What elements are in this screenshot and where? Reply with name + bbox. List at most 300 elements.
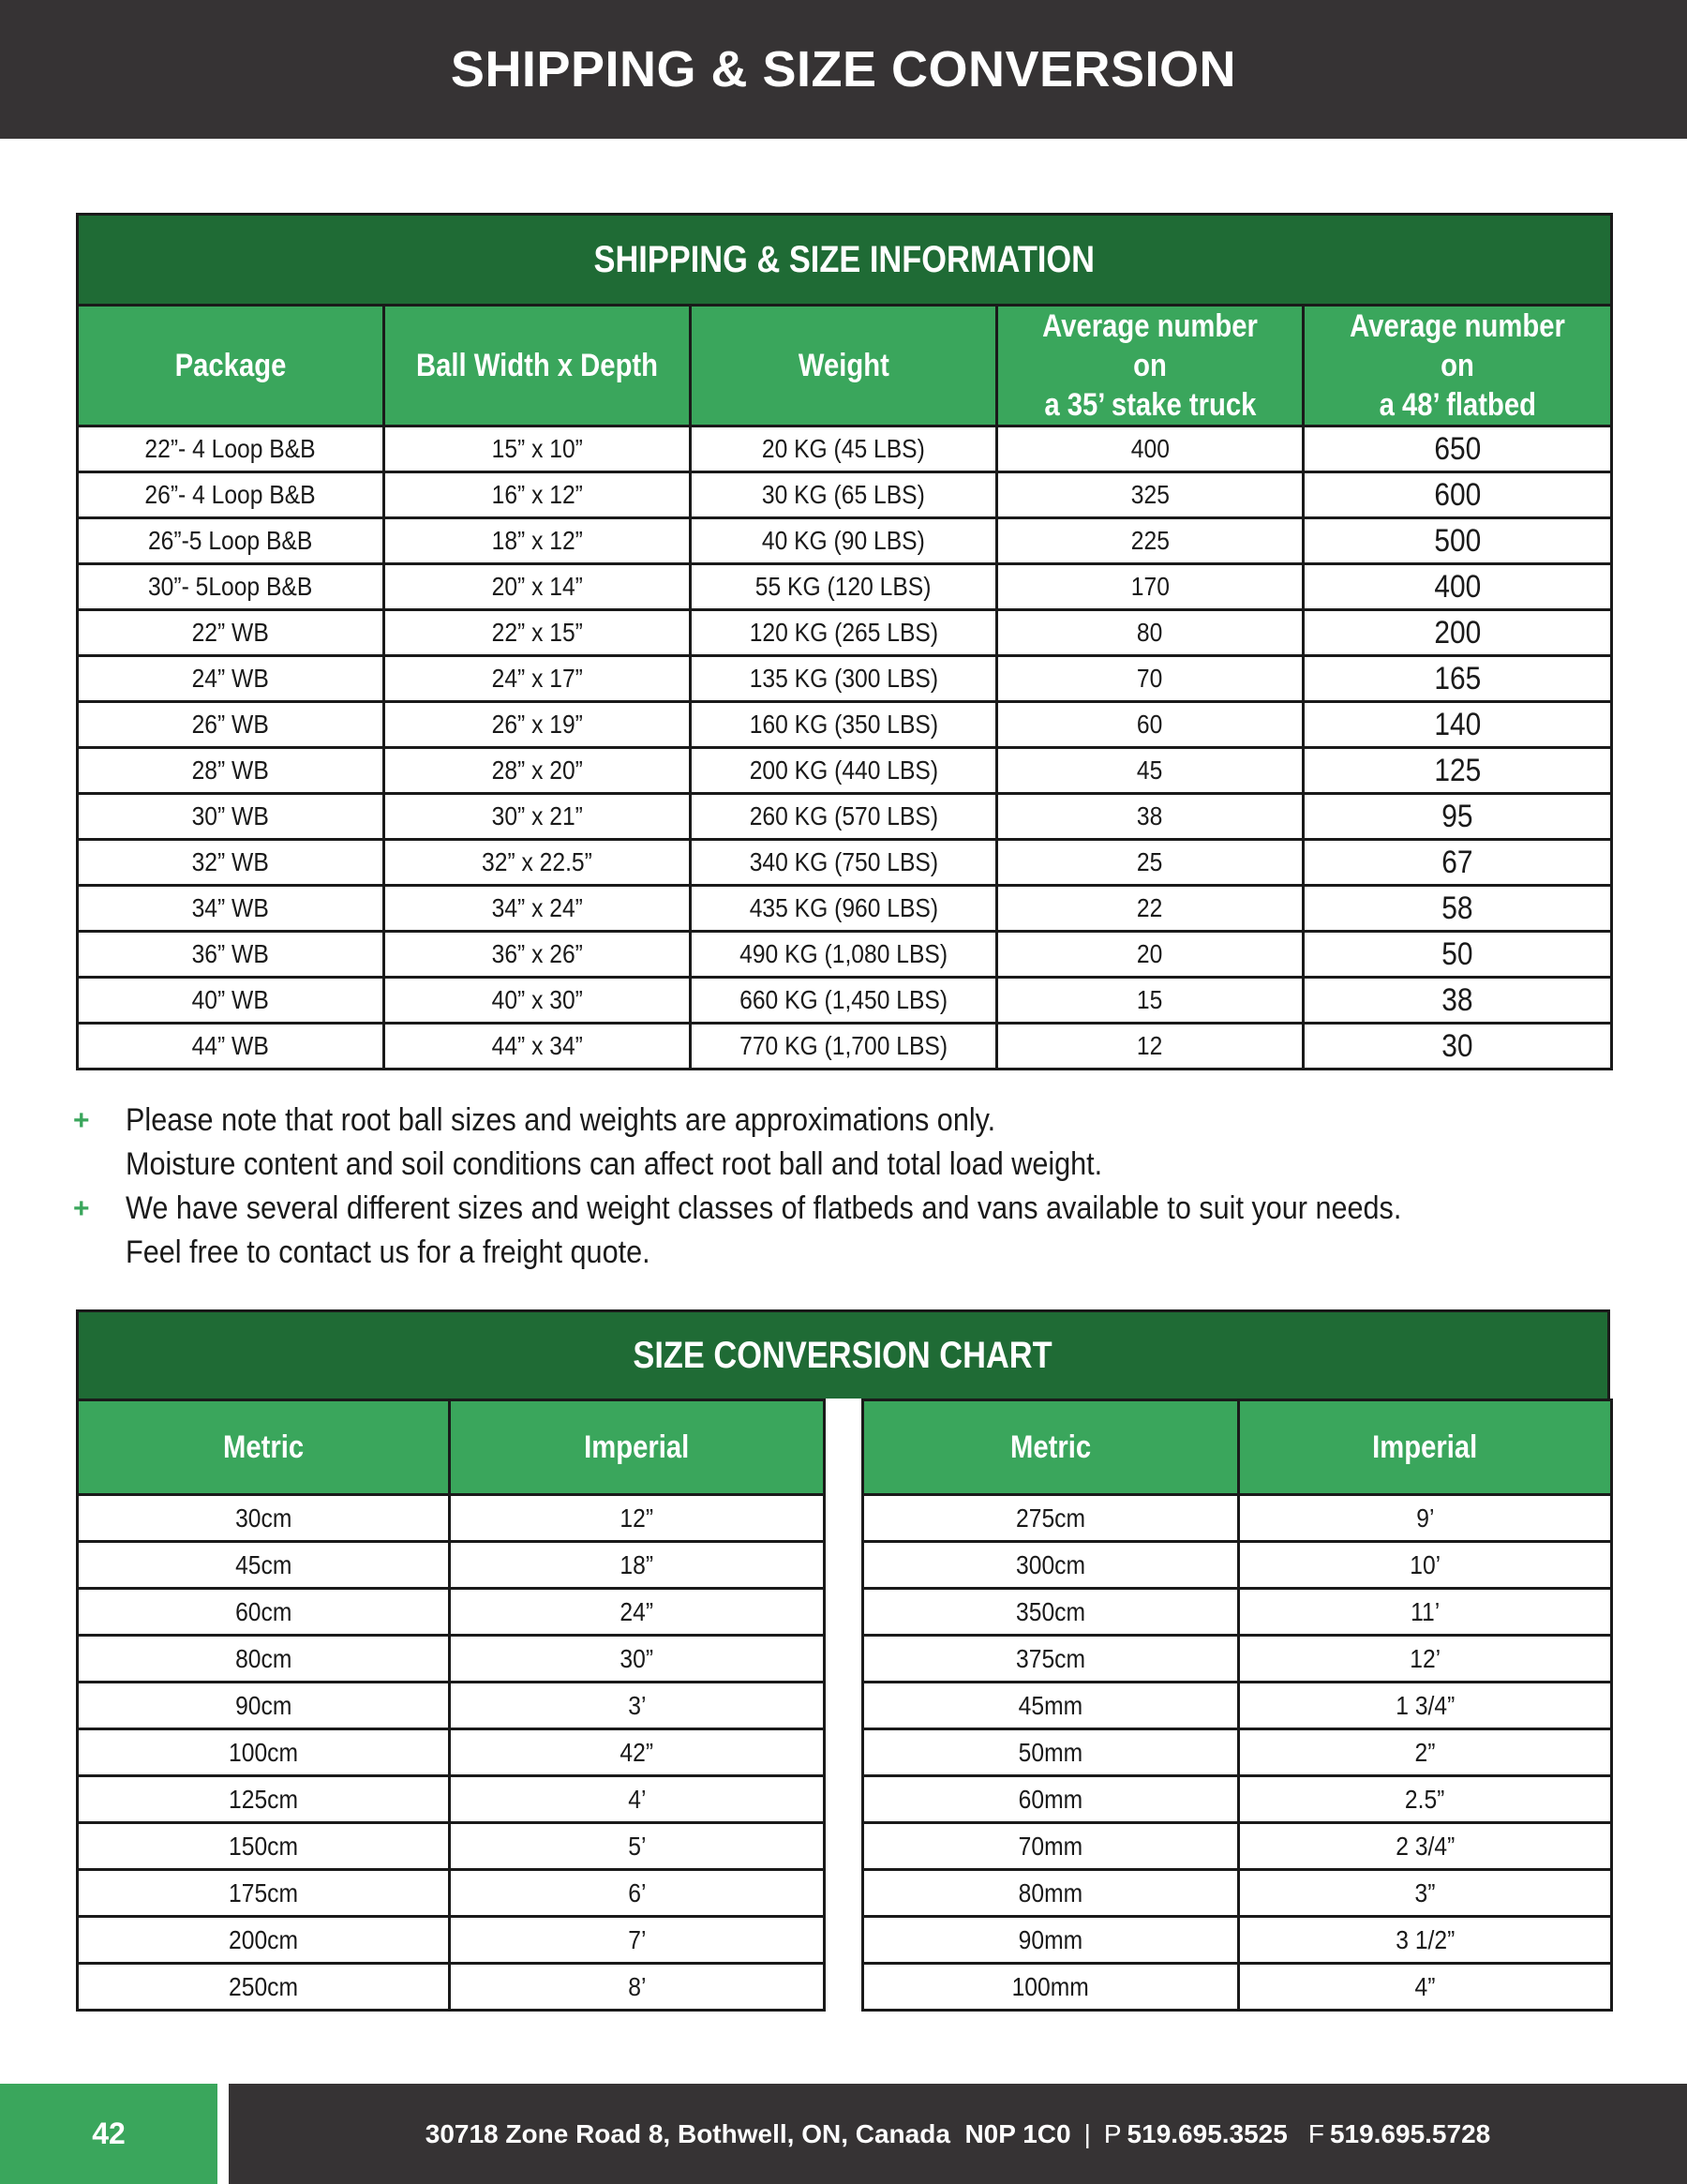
cell-ball-size	[384, 472, 691, 518]
cell-metric	[863, 1542, 1239, 1589]
cell-text: 140	[1434, 706, 1481, 742]
cell-imperial	[450, 1917, 825, 1964]
cell-text: 125	[1434, 752, 1481, 788]
cell-package	[78, 794, 384, 840]
cell-text: 40 KG (90 LBS)	[762, 526, 925, 555]
cell-text: 26”- 4 Loop B&B	[144, 480, 317, 509]
cell-ball-size	[384, 886, 691, 932]
cell-text: 400	[1130, 434, 1170, 463]
cell-weight	[691, 564, 997, 610]
cell-text: 24” x 17”	[491, 664, 583, 693]
note-line: Moisture content and soil conditions can affect root ball and total load weight.	[126, 1146, 1103, 1182]
page-number-box	[0, 2084, 217, 2184]
page-title: SHIPPING & SIZE CONVERSION	[450, 41, 1237, 97]
table-row	[78, 1964, 825, 2011]
column-header-text: Imperial	[1372, 1429, 1478, 1465]
cell-ball-size	[384, 1024, 691, 1070]
cell-imperial	[1239, 1589, 1612, 1636]
cell-text: 400	[1434, 568, 1481, 605]
table-row	[863, 1636, 1612, 1683]
phone-label: P	[1103, 2118, 1122, 2148]
cell-flatbed-count	[1304, 518, 1612, 564]
column-header-text: Average number on	[1350, 308, 1565, 383]
cell-ball-size	[384, 748, 691, 794]
cell-flatbed-count	[1304, 840, 1612, 886]
cell-text: 15	[1137, 985, 1163, 1014]
cell-text: 10’	[1410, 1549, 1441, 1579]
cell-metric	[78, 1683, 450, 1729]
table-row	[863, 1495, 1612, 1542]
cell-weight	[691, 794, 997, 840]
cell-text: 40” WB	[191, 985, 270, 1014]
cell-stake-truck-count	[997, 840, 1304, 886]
cell-text: 80	[1137, 618, 1163, 647]
cell-metric	[863, 1917, 1239, 1964]
cell-text: 6’	[627, 1877, 647, 1907]
cell-text: 250cm	[229, 1971, 298, 2001]
cell-text: 165	[1434, 660, 1481, 696]
cell-text: 38	[1441, 981, 1473, 1018]
cell-text: 150cm	[229, 1831, 298, 1861]
shipping-notes	[73, 1099, 1629, 1275]
column-header-text: Ball Width x Depth	[415, 348, 659, 383]
cell-flatbed-count	[1304, 426, 1612, 472]
cell-weight	[691, 1024, 997, 1070]
table-row	[78, 1729, 825, 1776]
cell-text: 32” WB	[191, 847, 270, 876]
cell-text: 120 KG (265 LBS)	[749, 618, 938, 647]
cell-metric	[78, 1495, 450, 1542]
table-row	[78, 1542, 825, 1589]
cell-metric	[78, 1776, 450, 1823]
cell-flatbed-count	[1304, 1024, 1612, 1070]
cell-text: 70	[1137, 664, 1163, 693]
cell-weight	[691, 702, 997, 748]
shipping-header-row	[78, 306, 1612, 426]
cell-metric	[863, 1636, 1239, 1683]
cell-metric	[863, 1823, 1239, 1870]
cell-text: 44” WB	[191, 1031, 270, 1060]
table-row	[78, 1683, 825, 1729]
cell-text: 80cm	[234, 1643, 292, 1673]
cell-text: 24” WB	[191, 664, 270, 693]
conversion-left-header-row	[78, 1400, 825, 1495]
cell-text: 200cm	[229, 1924, 298, 1954]
cell-package	[78, 932, 384, 978]
cell-metric	[78, 1589, 450, 1636]
cell-text: 45	[1137, 755, 1163, 785]
cell-imperial	[1239, 1776, 1612, 1823]
cell-text: 30cm	[234, 1503, 292, 1533]
cell-text: 200	[1434, 614, 1481, 651]
cell-metric	[78, 1964, 450, 2011]
cell-text: 350cm	[1016, 1596, 1085, 1626]
cell-flatbed-count	[1304, 794, 1612, 840]
table-row	[78, 886, 1612, 932]
cell-ball-size	[384, 610, 691, 656]
cell-text: 1 3/4”	[1395, 1690, 1456, 1720]
cell-imperial	[450, 1729, 825, 1776]
column-header-metric	[78, 1400, 450, 1495]
note-item	[73, 1187, 1629, 1275]
cell-ball-size	[384, 978, 691, 1024]
cell-text: 60	[1137, 710, 1163, 739]
cell-ball-size	[384, 794, 691, 840]
table-row	[78, 1589, 825, 1636]
column-header-imperial	[1239, 1400, 1612, 1495]
cell-imperial	[450, 1870, 825, 1917]
cell-text: 90cm	[234, 1690, 292, 1720]
cell-metric	[78, 1542, 450, 1589]
conversion-right-body	[863, 1495, 1612, 2011]
column-header-text: Imperial	[584, 1429, 690, 1465]
table-row	[78, 1024, 1612, 1070]
cell-text: 30	[1441, 1027, 1473, 1064]
column-header-text: a 35’ stake truck	[1044, 387, 1256, 423]
cell-weight	[691, 426, 997, 472]
cell-text: 260 KG (570 LBS)	[749, 801, 938, 830]
cell-stake-truck-count	[997, 794, 1304, 840]
cell-imperial	[1239, 1729, 1612, 1776]
table-row	[78, 794, 1612, 840]
cell-package	[78, 564, 384, 610]
cell-weight	[691, 610, 997, 656]
column-header-text: Package	[174, 348, 287, 383]
cell-text: 435 KG (960 LBS)	[749, 893, 938, 922]
cell-weight	[691, 748, 997, 794]
cell-text: 50mm	[1018, 1737, 1083, 1767]
cell-imperial	[450, 1683, 825, 1729]
cell-stake-truck-count	[997, 702, 1304, 748]
cell-text: 4’	[627, 1784, 647, 1814]
cell-text: 42”	[620, 1737, 654, 1767]
cell-imperial	[1239, 1964, 1612, 2011]
cell-text: 300cm	[1016, 1549, 1085, 1579]
table-row	[78, 518, 1612, 564]
cell-text: 58	[1441, 890, 1473, 926]
table-row	[78, 1636, 825, 1683]
cell-package	[78, 702, 384, 748]
cell-ball-size	[384, 426, 691, 472]
cell-text: 225	[1130, 526, 1170, 555]
cell-text: 95	[1441, 798, 1473, 834]
cell-text: 660 KG (1,450 LBS)	[739, 985, 948, 1014]
cell-stake-truck-count	[997, 564, 1304, 610]
cell-text: 340 KG (750 LBS)	[749, 847, 938, 876]
cell-text: 36” WB	[191, 939, 270, 968]
footer-contact-bar	[229, 2084, 1687, 2184]
shipping-table-title: SHIPPING & SIZE INFORMATION	[78, 215, 1612, 306]
cell-weight	[691, 886, 997, 932]
cell-text: 22” WB	[191, 618, 270, 647]
page-number: 42	[92, 2117, 126, 2150]
cell-text: 170	[1130, 572, 1170, 601]
cell-metric	[78, 1870, 450, 1917]
cell-stake-truck-count	[997, 932, 1304, 978]
cell-text: 12”	[620, 1503, 654, 1533]
plus-bullet-icon: +	[73, 1105, 90, 1136]
cell-imperial	[450, 1776, 825, 1823]
cell-text: 90mm	[1018, 1924, 1083, 1954]
cell-text: 55 KG (120 LBS)	[755, 572, 932, 601]
cell-stake-truck-count	[997, 518, 1304, 564]
column-header-metric	[863, 1400, 1239, 1495]
cell-flatbed-count	[1304, 748, 1612, 794]
cell-text: 770 KG (1,700 LBS)	[739, 1031, 948, 1060]
cell-imperial	[1239, 1917, 1612, 1964]
cell-text: 26” x 19”	[491, 710, 583, 739]
cell-text: 28” x 20”	[491, 755, 583, 785]
cell-package	[78, 472, 384, 518]
cell-text: 34” x 24”	[491, 893, 583, 922]
cell-metric	[78, 1636, 450, 1683]
cell-ball-size	[384, 932, 691, 978]
cell-metric	[863, 1495, 1239, 1542]
cell-text: 18” x 12”	[491, 526, 583, 555]
cell-text: 60cm	[234, 1596, 292, 1626]
table-row	[78, 1870, 825, 1917]
conversion-table-left	[76, 1399, 826, 2012]
cell-text: 16” x 12”	[491, 480, 583, 509]
cell-ball-size	[384, 702, 691, 748]
cell-stake-truck-count	[997, 610, 1304, 656]
cell-ball-size	[384, 656, 691, 702]
table-row	[78, 564, 1612, 610]
cell-weight	[691, 978, 997, 1024]
note-line: We have several different sizes and weight classes of flatbeds and vans available to suit your needs.	[126, 1190, 1402, 1226]
cell-flatbed-count	[1304, 978, 1612, 1024]
table-row	[78, 702, 1612, 748]
cell-flatbed-count	[1304, 610, 1612, 656]
cell-text: 20” x 14”	[491, 572, 583, 601]
cell-imperial	[1239, 1636, 1612, 1683]
cell-text: 4”	[1414, 1971, 1436, 2001]
cell-text: 325	[1130, 480, 1170, 509]
table-row	[78, 610, 1612, 656]
cell-metric	[863, 1964, 1239, 2011]
cell-text: 26” WB	[191, 710, 270, 739]
cell-package	[78, 656, 384, 702]
shipping-table-body	[78, 426, 1612, 1070]
cell-package	[78, 840, 384, 886]
cell-text: 175cm	[229, 1877, 298, 1907]
cell-text: 18”	[620, 1549, 654, 1579]
cell-imperial	[450, 1636, 825, 1683]
cell-text: 2 3/4”	[1395, 1831, 1456, 1861]
cell-package	[78, 610, 384, 656]
cell-stake-truck-count	[997, 1024, 1304, 1070]
table-row	[78, 1823, 825, 1870]
cell-metric	[78, 1729, 450, 1776]
conversion-left-body	[78, 1495, 825, 2011]
cell-text: 60mm	[1018, 1784, 1083, 1814]
cell-text: 490 KG (1,080 LBS)	[739, 939, 948, 968]
cell-text: 600	[1434, 476, 1481, 513]
cell-flatbed-count	[1304, 472, 1612, 518]
cell-text: 200 KG (440 LBS)	[749, 755, 938, 785]
table-row	[863, 1729, 1612, 1776]
cell-ball-size	[384, 840, 691, 886]
cell-text: 5’	[627, 1831, 647, 1861]
table-row	[863, 1542, 1612, 1589]
cell-text: 25	[1137, 847, 1163, 876]
table-row	[863, 1870, 1612, 1917]
cell-stake-truck-count	[997, 886, 1304, 932]
cell-imperial	[450, 1589, 825, 1636]
cell-text: 20 KG (45 LBS)	[762, 434, 925, 463]
cell-text: 3”	[1414, 1877, 1436, 1907]
table-row	[863, 1964, 1612, 2011]
note-line: Please note that root ball sizes and weights are approximations only.	[126, 1102, 996, 1138]
cell-text: 24”	[620, 1596, 654, 1626]
column-header-text: a 48’ flatbed	[1379, 387, 1536, 423]
cell-weight	[691, 518, 997, 564]
cell-text: 22	[1137, 893, 1163, 922]
cell-text: 26”-5 Loop B&B	[148, 526, 313, 555]
note-item	[73, 1099, 1629, 1187]
cell-text: 125cm	[229, 1784, 298, 1814]
table-row	[78, 748, 1612, 794]
cell-package	[78, 426, 384, 472]
cell-text: 12	[1137, 1031, 1163, 1060]
cell-imperial	[1239, 1823, 1612, 1870]
cell-package	[78, 518, 384, 564]
cell-text: 32” x 22.5”	[482, 847, 592, 876]
column-header-weight	[691, 306, 997, 426]
fax-label: F	[1307, 2118, 1324, 2148]
table-row	[78, 426, 1612, 472]
table-row	[78, 1495, 825, 1542]
phone-number: 519.695.3525	[1127, 2118, 1288, 2148]
table-row	[863, 1823, 1612, 1870]
cell-metric	[863, 1776, 1239, 1823]
page-header	[0, 0, 1687, 139]
cell-text: 2.5”	[1405, 1784, 1445, 1814]
cell-text: 500	[1434, 522, 1481, 559]
cell-stake-truck-count	[997, 656, 1304, 702]
cell-flatbed-count	[1304, 564, 1612, 610]
cell-text: 40” x 30”	[491, 985, 583, 1014]
cell-package	[78, 748, 384, 794]
column-header-text: Metric	[222, 1429, 305, 1465]
cell-text: 38	[1137, 801, 1163, 830]
cell-weight	[691, 656, 997, 702]
cell-text: 3 1/2”	[1395, 1924, 1456, 1954]
table-row	[78, 932, 1612, 978]
cell-text: 22” x 15”	[491, 618, 583, 647]
cell-text: 9’	[1415, 1503, 1435, 1533]
cell-flatbed-count	[1304, 932, 1612, 978]
cell-text: 2”	[1414, 1737, 1436, 1767]
cell-text: 8’	[627, 1971, 647, 2001]
table-row	[863, 1917, 1612, 1964]
cell-metric	[863, 1729, 1239, 1776]
column-header-package	[78, 306, 384, 426]
cell-text: 22”- 4 Loop B&B	[144, 434, 317, 463]
cell-metric	[863, 1870, 1239, 1917]
cell-text: 30”	[620, 1643, 654, 1673]
cell-text: 50	[1441, 935, 1473, 972]
note-line: Feel free to contact us for a freight quote.	[126, 1234, 650, 1270]
table-row	[863, 1589, 1612, 1636]
cell-text: 100mm	[1011, 1971, 1090, 2001]
cell-metric	[863, 1589, 1239, 1636]
cell-text: 80mm	[1018, 1877, 1083, 1907]
table-row	[863, 1776, 1612, 1823]
cell-text: 30” x 21”	[491, 801, 583, 830]
cell-flatbed-count	[1304, 702, 1612, 748]
cell-text: 160 KG (350 LBS)	[749, 710, 938, 739]
cell-text: 30 KG (65 LBS)	[762, 480, 925, 509]
table-row	[863, 1683, 1612, 1729]
cell-ball-size	[384, 564, 691, 610]
column-header-text: Weight	[798, 348, 889, 383]
cell-text: 7’	[627, 1924, 647, 1954]
cell-imperial	[1239, 1683, 1612, 1729]
column-header-stake-truck-count	[997, 306, 1304, 426]
footer-address: 30718 Zone Road 8, Bothwell, ON, Canada N0P 1C0	[425, 2118, 1071, 2148]
cell-stake-truck-count	[997, 978, 1304, 1024]
cell-text: 34” WB	[191, 893, 270, 922]
table-row	[78, 978, 1612, 1024]
cell-imperial	[450, 1823, 825, 1870]
cell-imperial	[1239, 1495, 1612, 1542]
cell-imperial	[450, 1495, 825, 1542]
shipping-size-table	[76, 213, 1613, 1070]
cell-imperial	[450, 1964, 825, 2011]
cell-text: 11’	[1410, 1596, 1441, 1626]
cell-text: 44” x 34”	[491, 1031, 583, 1060]
cell-text: 15” x 10”	[491, 434, 583, 463]
fax-number: 519.695.5728	[1329, 2118, 1491, 2148]
cell-text: 135 KG (300 LBS)	[749, 664, 938, 693]
cell-text: 45cm	[234, 1549, 292, 1579]
cell-weight	[691, 840, 997, 886]
cell-imperial	[1239, 1542, 1612, 1589]
cell-text: 650	[1434, 430, 1481, 467]
cell-text: 275cm	[1016, 1503, 1085, 1533]
table-row	[78, 1776, 825, 1823]
conversion-chart-title: SIZE CONVERSION CHART	[76, 1309, 1610, 1399]
cell-stake-truck-count	[997, 426, 1304, 472]
cell-metric	[863, 1683, 1239, 1729]
cell-ball-size	[384, 518, 691, 564]
cell-text: 375cm	[1016, 1643, 1085, 1673]
cell-package	[78, 978, 384, 1024]
column-header-imperial	[450, 1400, 825, 1495]
cell-stake-truck-count	[997, 472, 1304, 518]
table-row	[78, 1917, 825, 1964]
cell-text: 30” WB	[191, 801, 270, 830]
table-row	[78, 656, 1612, 702]
plus-bullet-icon: +	[73, 1193, 90, 1224]
cell-imperial	[450, 1542, 825, 1589]
cell-text: 28” WB	[191, 755, 270, 785]
cell-text: 20	[1137, 939, 1163, 968]
cell-metric	[78, 1917, 450, 1964]
cell-flatbed-count	[1304, 886, 1612, 932]
cell-stake-truck-count	[997, 748, 1304, 794]
column-header-text: Metric	[1009, 1429, 1092, 1465]
cell-text: 67	[1441, 844, 1473, 880]
cell-weight	[691, 472, 997, 518]
cell-flatbed-count	[1304, 656, 1612, 702]
footer-separator: |	[1083, 2118, 1091, 2148]
cell-text: 30”- 5Loop B&B	[148, 572, 313, 601]
conversion-table-right	[861, 1399, 1613, 2012]
column-header-text: Average number on	[1042, 308, 1258, 383]
table-row	[78, 840, 1612, 886]
